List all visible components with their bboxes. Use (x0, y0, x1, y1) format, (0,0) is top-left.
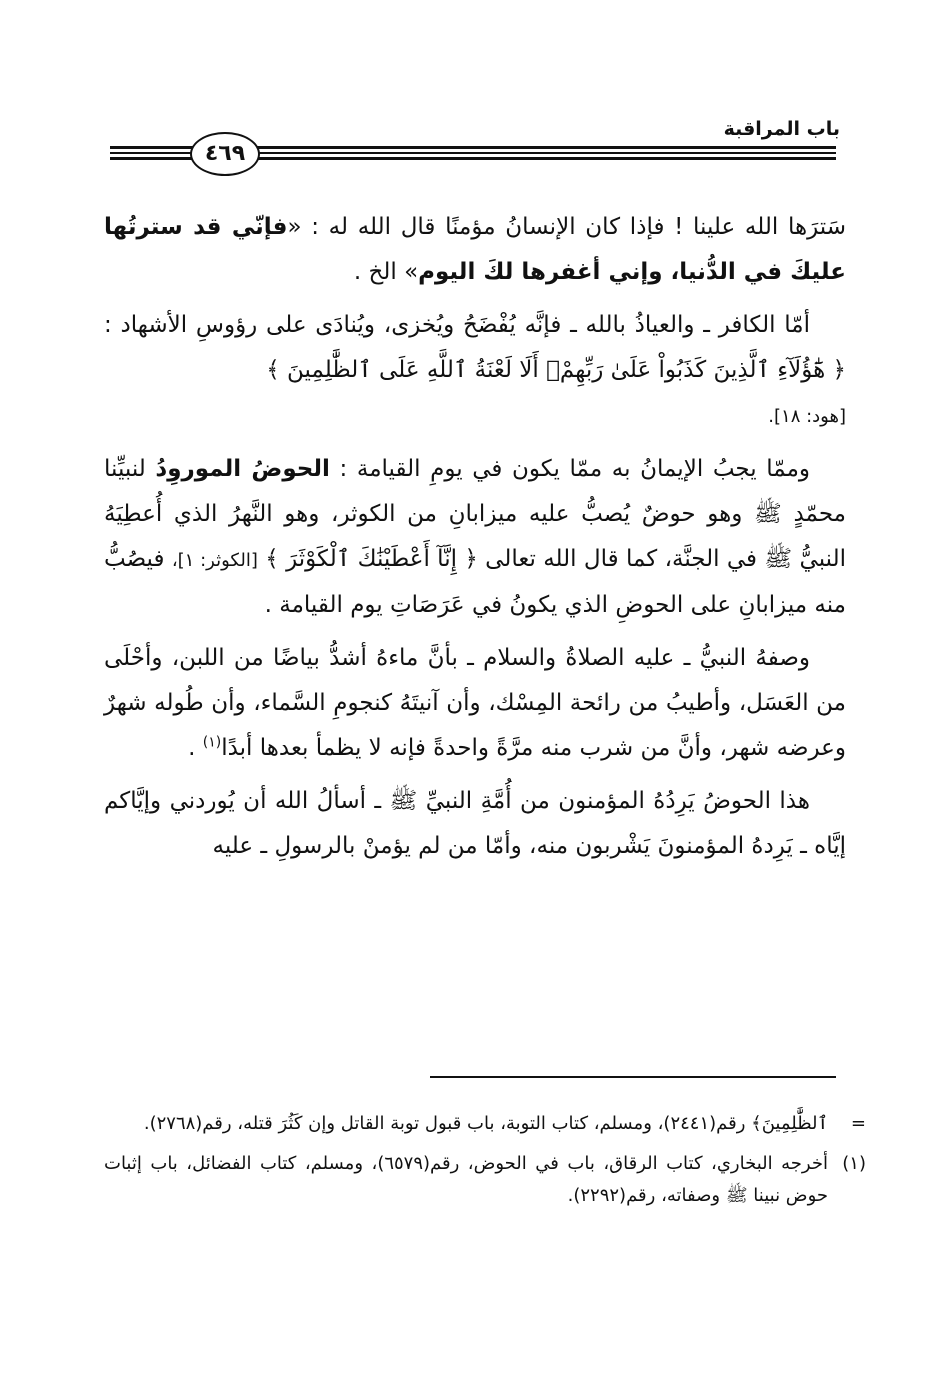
paragraph-1: سَترَها الله علينا ! فإذا كان الإنسانُ مؤمنًا قال الله له : «فإنّي قد سترتُها عليكَ في الدُّنيا، وإني أغفرها لكَ اليوم» الخ . (104, 214, 846, 285)
footnote-item (104, 1108, 866, 1140)
paragraph-2: أمّا الكافر ـ والعياذُ بالله ـ فإنَّه يُفْضَحُ ويُخزى، ويُنادَى على رؤوسِ الأشهاد : ﴿ هَٰٓؤُلَآءِ ٱلَّذِينَ كَذَبُواْ عَلَىٰ رَبِّهِمْۚ أَلَا لَعْنَةُ ٱللَّهِ عَلَى ٱلظَّٰلِمِينَ ﴾ [هود: ١٨]. (104, 312, 846, 427)
main-text (104, 205, 846, 877)
page-number: ٤٦٩ (190, 132, 260, 176)
footnote-number: = (850, 1113, 866, 1134)
quran-reference: [هود: ١٨]. (768, 406, 846, 427)
footnote-text: ٱلظَّٰلِمِينَ﴾ رقم(٢٤٤١)، ومسلم، كتاب التوبة، باب قبول توبة القاتل وإن كَثُرَ قتله، رقم(٢٧٦٨). (143, 1113, 828, 1134)
footnotes (104, 1108, 866, 1220)
footnote-text: أخرجه البخاري، كتاب الرقاق، باب في الحوض، رقم(٦٥٧٩)، ومسلم، كتاب الفضائل، باب إثبات حوض نبينا ﷺ وصفاته، رقم(٢٢٩٢). (104, 1153, 828, 1206)
footnote-marker[interactable]: (١) (202, 734, 222, 751)
footnote-number: (١) (842, 1153, 866, 1174)
paragraph-5: هذا الحوضُ يَرِدُهُ المؤمنون من أُمَّةِ النبيِّ ﷺ ـ أسألُ الله أن يُوردني وإيَّاكم إيَّاه ـ يَرِدهُ المؤمنونَ يَشْربون منه، وأمّا من لم يؤمنْ بالرسولِ ـ عليه (104, 788, 846, 859)
hadith-quote: فإنّي قد سترتُها عليكَ في الدُّنيا، وإني أغفرها لكَ اليوم (104, 214, 846, 285)
footnote-separator (430, 1076, 836, 1078)
footnote-item (104, 1148, 866, 1212)
chapter-title: باب المراقبة (723, 118, 840, 140)
paragraph-4: وصفهُ النبيُّ ـ عليه الصلاةُ والسلام ـ بأنَّ ماءهُ أشدُّ بياضًا من اللبن، وأحْلَى من العَسَل، وأطيبُ من رائحة المِسْك، وأن آنيتَهُ كنجومِ السَّماء، وأن طُوله شهرٌ وعرضه شهر، وأنَّ من شرب منه مرَّةً واحدةً فإنه لا يظمأ بعدها أبدًا$^{(١)}$ . (104, 645, 846, 761)
paragraph-3: وممّا يجبُ الإيمانُ به ممّا يكون في يومِ القيامة : الحوضُ الموروِدُ لنبيِّنا محمّدٍ ﷺ وهو حوضٌ يُصبُّ عليه ميزابانِ من الكوثر، وهو النَّهرُ الذي أُعطِيَهُ النبيُّ ﷺ في الجنَّة، كما قال الله تعالى ﴿ إِنَّآ أَعْطَيْنَٰكَ ٱلْكَوْثَرَ ﴾ [الكوثر: ١]، فيصُبُّ منه ميزابانِ على الحوضِ الذي يكونُ في عَرَصَاتِ يوم القيامة . (104, 456, 846, 618)
quran-reference: [الكوثر: ١]، (171, 550, 258, 571)
highlighted-term: الحوضُ الموروِدُ (155, 456, 330, 482)
